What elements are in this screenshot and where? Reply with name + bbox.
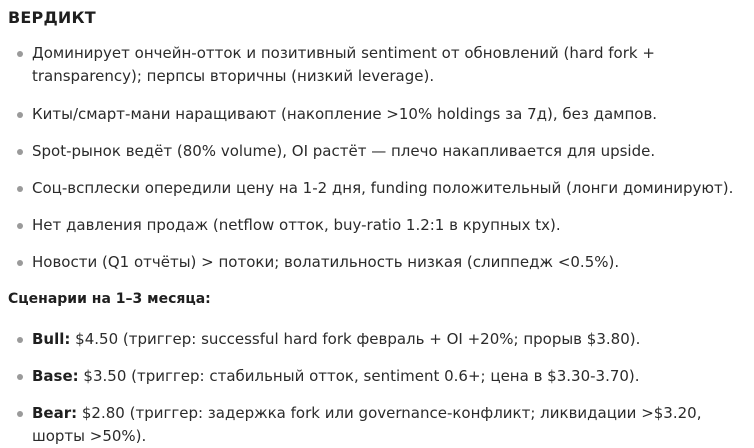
bullet-icon bbox=[17, 149, 23, 155]
list-item bbox=[8, 103, 748, 126]
scenario-label: Bear: bbox=[32, 404, 78, 422]
scenario-item-bull bbox=[8, 328, 748, 351]
scenario-item-base bbox=[8, 365, 748, 388]
list-item bbox=[8, 214, 748, 237]
list-item bbox=[8, 251, 748, 274]
verdict-list bbox=[8, 42, 748, 274]
list-item-text: Киты/смарт-мани наращивают (накопление >10% holdings за 7д), без дампов. bbox=[32, 105, 658, 123]
list-item-text: Соц-всплески опередили цену на 1-2 дня, funding положительный (лонги доминируют). bbox=[32, 179, 734, 197]
scenario-text: $3.50 (триггер: стабильный отток, sentiment 0.6+; цена в $3.30-3.70). bbox=[78, 367, 640, 385]
scenario-label: Bull: bbox=[32, 330, 71, 348]
list-item bbox=[8, 42, 748, 88]
list-item bbox=[8, 177, 748, 200]
list-item-text: Нет давления продаж (netflow отток, buy-ratio 1.2:1 в крупных tx). bbox=[32, 216, 561, 234]
bullet-icon bbox=[17, 51, 23, 57]
verdict-heading: ВЕРДИКТ bbox=[8, 8, 96, 27]
list-item-text: Доминирует ончейн-отток и позитивный sentiment от обновлений (hard fork + transparency); перпсы вторичны (низкий leverage). bbox=[32, 44, 655, 85]
scenario-item-bear bbox=[8, 402, 748, 448]
bullet-icon bbox=[17, 374, 23, 380]
scenario-text: $2.80 (триггер: задержка fork или governance-конфликт; ликвидации >$3.20, шорты >50%). bbox=[32, 404, 702, 445]
bullet-icon bbox=[17, 260, 23, 266]
scenario-list bbox=[8, 328, 748, 448]
scenario-text: $4.50 (триггер: successful hard fork февраль + OI +20%; прорыв $3.80). bbox=[70, 330, 641, 348]
bullet-icon bbox=[17, 186, 23, 192]
list-item-text: Spot-рынок ведёт (80% volume), OI растёт — плечо накапливается для upside. bbox=[32, 142, 656, 160]
list-item bbox=[8, 140, 748, 163]
bullet-icon bbox=[17, 223, 23, 229]
list-item-text: Новости (Q1 отчёты) > потоки; волатильность низкая (слиппедж <0.5%). bbox=[32, 253, 620, 271]
bullet-icon bbox=[17, 337, 23, 343]
scenarios-heading: Сценарии на 1–3 месяца: bbox=[8, 291, 211, 307]
bullet-icon bbox=[17, 112, 23, 118]
bullet-icon bbox=[17, 411, 23, 417]
scenario-label: Base: bbox=[32, 367, 79, 385]
